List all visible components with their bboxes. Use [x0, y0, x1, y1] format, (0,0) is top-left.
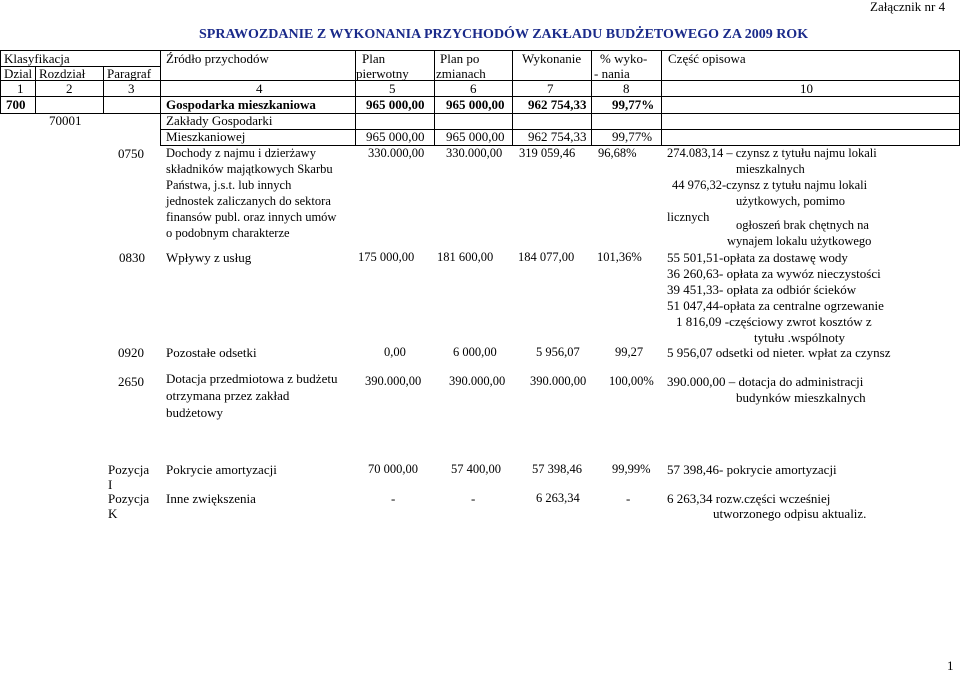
pos-k-label-1: Pozycja [108, 491, 150, 506]
header-proc-1: % wyko- [600, 51, 648, 66]
row-700-name: Gospodarka mieszkaniowa [166, 97, 316, 112]
pos-k-plan: - [391, 491, 396, 506]
row-2650-planpo: 390.000,00 [449, 374, 506, 388]
row-0830-opis-5: 1 816,09 -częściowy zwrot kosztów z [676, 314, 872, 329]
header-plan-pierwotny: pierwotny [356, 66, 409, 81]
row-2650-opis-2: budynków mieszkalnych [736, 390, 866, 405]
row-0920-plan: 0,00 [384, 345, 406, 359]
row-0920-name: Pozostałe odsetki [166, 345, 257, 360]
row-0830-code: 0830 [119, 250, 145, 265]
row-0750-name-5: finansów publ. oraz innych umów [166, 210, 337, 224]
colnum-6: 6 [470, 81, 477, 96]
header-klasyfikacja: Klasyfikacja [4, 51, 70, 66]
row-700-planpo: 965 000,00 [446, 97, 505, 112]
row-0750-plan: 330.000,00 [368, 146, 425, 160]
colnum-3: 3 [128, 81, 135, 96]
page-title: SPRAWOZDANIE Z WYKONANIA PRZYCHODÓW ZAKŁADU BUDŻETOWEGO ZA 2009 ROK [199, 27, 809, 42]
row-2650-name-2: otrzymana przez zakład [166, 388, 290, 403]
row-0830-opis-4: 51 047,44-opłata za centralne ogrzewanie [667, 298, 884, 313]
row-700-code: 700 [6, 97, 26, 112]
row-0830-opis-1: 55 501,51-opłata za dostawę wody [667, 250, 848, 265]
pos-i-label-1: Pozycja [108, 462, 150, 477]
pos-k-opis-1: 6 263,34 rozw.części wcześniej [667, 491, 831, 506]
row-2650-name-3: budżetowy [166, 405, 224, 420]
row-700-proc: 99,77% [612, 97, 655, 112]
row-0830-wyk: 184 077,00 [518, 250, 575, 264]
header-plan: Plan [362, 51, 386, 66]
pos-i-name: Pokrycie amortyzacji [166, 462, 277, 477]
header-wykonanie: Wykonanie [522, 51, 582, 66]
annex-label: Załącznik nr 4 [870, 0, 946, 14]
header-dzial: Dzial [4, 66, 33, 81]
row-0920-code: 0920 [118, 345, 144, 360]
row-2650-proc: 100,00% [609, 374, 654, 388]
pos-i-opis: 57 398,46- pokrycie amortyzacji [667, 462, 837, 477]
row-0750-opis-3: 44 976,32-czynsz z tytułu najmu lokali [672, 178, 868, 192]
pos-i-plan: 70 000,00 [368, 462, 418, 476]
row-0750-opis-6: ogłoszeń brak chętnych na [736, 218, 869, 232]
header-zrodlo: Źródło przychodów [166, 51, 269, 66]
pos-k-planpo: - [471, 491, 476, 506]
row-0750-opis-1: 274.083,14 – czynsz z tytułu najmu lokali [667, 146, 877, 160]
pos-i-label-2: I [108, 477, 113, 492]
row-0920-opis: 5 956,07 odsetki od nieter. wpłat za czynsz [667, 345, 891, 360]
header-paragraf: Paragraf [107, 66, 152, 81]
row-0920-proc: 99,27 [615, 345, 644, 359]
page-number: 1 [947, 658, 954, 673]
row-70001-wyk: 962 754,33 [528, 129, 587, 144]
row-0830-opis-6: tytułu .wspólnoty [754, 330, 846, 345]
row-0830-planpo: 181 600,00 [437, 250, 494, 264]
row-2650-code: 2650 [118, 374, 144, 389]
pos-k-name: Inne zwiększenia [166, 491, 256, 506]
pos-i-wyk: 57 398,46 [532, 462, 582, 476]
row-2650-opis-1: 390.000,00 – dotacja do administracji [667, 374, 864, 389]
pos-i-planpo: 57 400,00 [451, 462, 501, 476]
pos-k-label-2: K [108, 506, 118, 521]
pos-k-opis-2: utworzonego odpisu aktualiz. [713, 506, 867, 521]
header-opis: Część opisowa [668, 51, 746, 66]
header-proc-2: - nania [594, 66, 630, 81]
row-0750-name-4: jednostek zaliczanych do sektora [166, 194, 331, 208]
row-0750-name-3: Państwa, j.s.t. lub innych [166, 178, 292, 192]
colnum-1: 1 [17, 81, 24, 96]
row-0750-planpo: 330.000,00 [446, 146, 503, 160]
row-0830-proc: 101,36% [597, 250, 642, 264]
row-70001-proc: 99,77% [612, 129, 653, 144]
row-0750-opis-2: mieszkalnych [736, 162, 805, 176]
row-0830-name: Wpływy z usług [166, 250, 252, 265]
row-0830-opis-3: 39 451,33- opłata za odbiór ścieków [667, 282, 857, 297]
colnum-4: 4 [256, 81, 263, 96]
row-2650-wyk: 390.000,00 [530, 374, 587, 388]
row-70001-planpo: 965 000,00 [446, 129, 505, 144]
row-0750-opis-5: licznych [667, 210, 710, 224]
row-0750-name-6: o podobnym charakterze [166, 226, 290, 240]
header-plan-po: Plan po [440, 51, 480, 66]
row-0830-opis-2: 36 260,63- opłata za wywóz nieczystości [667, 266, 881, 281]
header-plan-zmianach: zmianach [436, 66, 486, 81]
colnum-7: 7 [547, 81, 554, 96]
colnum-10: 10 [800, 81, 813, 96]
pos-i-proc: 99,99% [612, 462, 651, 476]
colnum-2: 2 [66, 81, 73, 96]
row-0750-wyk: 319 059,46 [519, 146, 576, 160]
row-2650-name-1: Dotacja przedmiotowa z budżetu [166, 371, 338, 386]
row-0920-wyk: 5 956,07 [536, 345, 580, 359]
row-0920-planpo: 6 000,00 [453, 345, 497, 359]
row-70001-code: 70001 [49, 113, 82, 128]
row-2650-plan: 390.000,00 [365, 374, 422, 388]
pos-k-wyk: 6 263,34 [536, 491, 580, 505]
row-0830-plan: 175 000,00 [358, 250, 415, 264]
row-0750-opis-4: użytkowych, pomimo [736, 194, 846, 208]
row-0750-name-2: składników majątkowych Skarbu [166, 162, 333, 176]
row-0750-name-1: Dochody z najmu i dzierżawy [166, 146, 316, 160]
row-0750-code: 0750 [118, 146, 144, 161]
header-rozdzial: Rozdział [39, 66, 86, 81]
colnum-5: 5 [389, 81, 396, 96]
row-0750-opis-7: wynajem lokalu użytkowego [727, 234, 872, 248]
row-70001-plan: 965 000,00 [366, 129, 425, 144]
row-700-plan: 965 000,00 [366, 97, 425, 112]
row-70001-name-1: Zakłady Gospodarki [166, 113, 273, 128]
row-70001-name-2: Mieszkaniowej [166, 129, 246, 144]
pos-k-proc: - [626, 491, 631, 506]
colnum-8: 8 [623, 81, 630, 96]
row-700-wyk: 962 754,33 [528, 97, 587, 112]
row-0750-proc: 96,68% [598, 146, 637, 160]
